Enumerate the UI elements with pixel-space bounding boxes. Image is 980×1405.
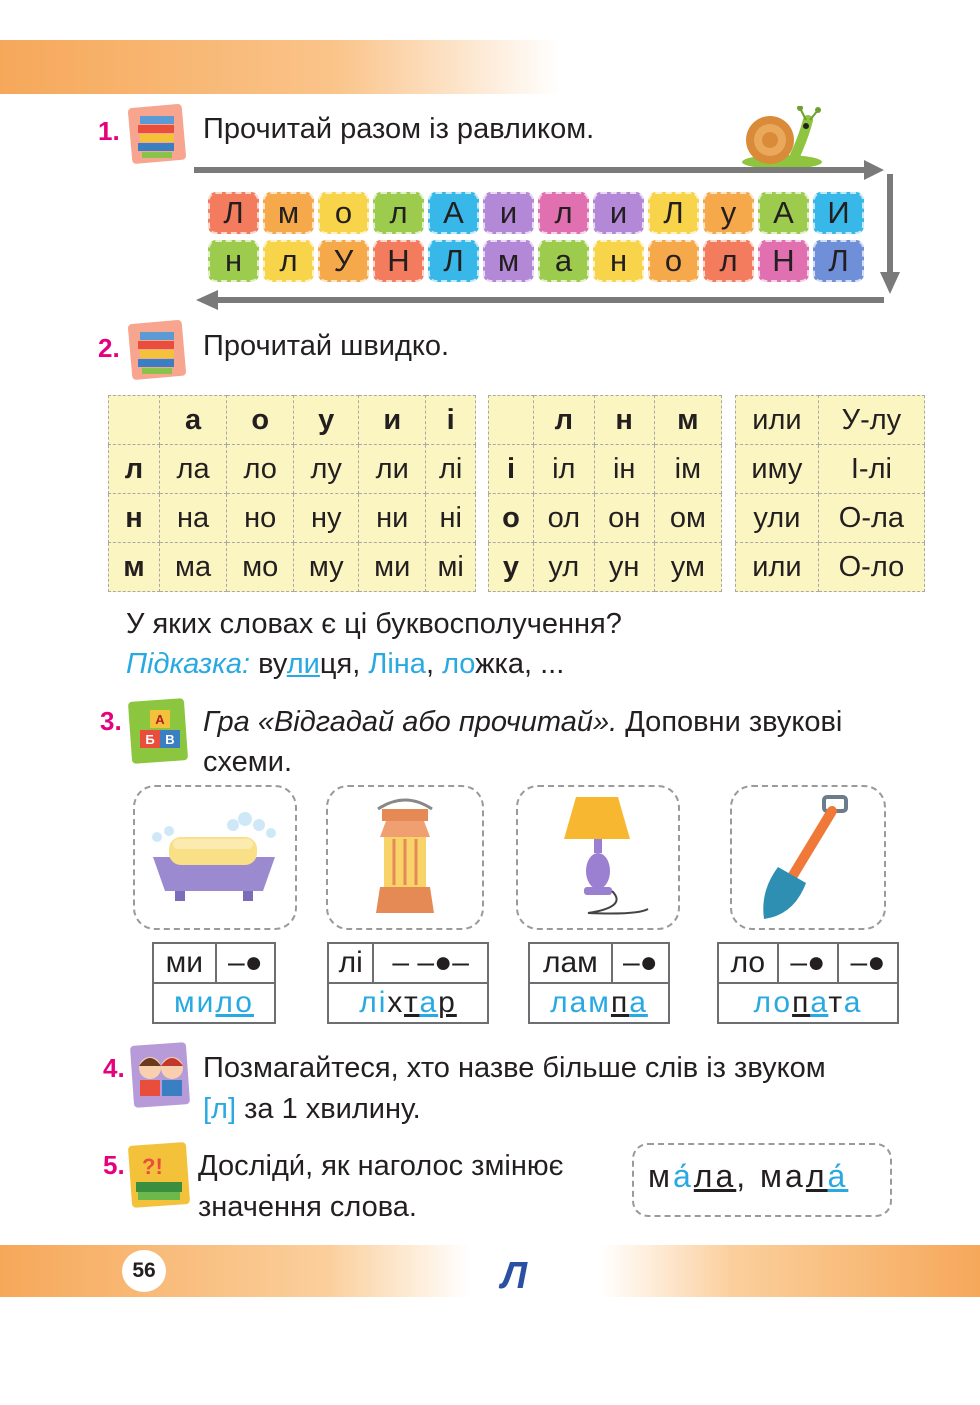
task-5-line-1: Досліди́, як наголос змінює [198, 1150, 564, 1182]
letter-tile: о [318, 192, 369, 234]
word-part: лі [359, 986, 388, 1019]
table-cell: но [227, 494, 294, 543]
task-1-text: Прочитай разом із равликом. [203, 113, 595, 145]
word-part: т [828, 986, 844, 1019]
table-cell: ун [594, 543, 654, 592]
table-row-header: у [489, 543, 534, 592]
table-header-cell: і [426, 396, 476, 445]
task-4-line-1: Позмагайтеся, хто назве більше слів із звуком [203, 1052, 826, 1084]
scheme-syllable-marks: –● [838, 943, 898, 983]
table-header-cell: н [594, 396, 654, 445]
letter-tile: У [318, 240, 369, 282]
table-cell: іл [534, 445, 595, 494]
table-cell: ули [736, 494, 819, 543]
table-cell: ім [654, 445, 721, 494]
task-4-text [203, 1048, 905, 1130]
syllable-table-1 [108, 395, 476, 592]
sound-scheme-4 [717, 942, 899, 1024]
table-cell [489, 396, 534, 445]
accent-vowel: а́ [673, 1158, 694, 1194]
table-cell: лі [426, 445, 476, 494]
word-part: лам [550, 986, 611, 1019]
table-cell: или [736, 543, 819, 592]
word-part: ми [174, 986, 216, 1019]
sound-scheme-3 [528, 942, 670, 1024]
soap-picture [133, 785, 297, 930]
lantern-picture [326, 785, 484, 930]
table-cell: му [294, 543, 359, 592]
word-part: х [387, 986, 405, 1019]
letter-tile: у [703, 192, 754, 234]
hint-word-part: ця [319, 648, 353, 680]
svg-text:А: А [155, 712, 165, 727]
task-3-number: 3. [100, 706, 122, 736]
shovel-picture [730, 785, 886, 930]
task-3-instruction: Доповни звукові [625, 706, 843, 738]
table-cell: ло [227, 445, 294, 494]
question-text: У яких словах є ці буквосполучення? [126, 608, 622, 640]
letter-tile: И [813, 192, 864, 234]
lamp-picture [516, 785, 680, 930]
footer-band-left [0, 1245, 470, 1297]
accent-vowel: а́ [827, 1158, 849, 1194]
scheme-syllable: ми [153, 943, 216, 983]
table-cell: лу [294, 445, 359, 494]
task-5-line-2: значення слова. [198, 1191, 417, 1223]
table-cell: ол [534, 494, 595, 543]
word-part: а [843, 986, 863, 1019]
hint-line [126, 648, 564, 681]
scheme-word [153, 983, 275, 1023]
task-2-number: 2. [98, 333, 120, 363]
letter-tile: Л [208, 192, 259, 234]
word-part-underlined: а [810, 986, 829, 1019]
word-part-underlined: п [792, 986, 811, 1019]
table-header-cell: у [294, 396, 359, 445]
table-cell: ни [359, 494, 426, 543]
table-header-cell: м [654, 396, 721, 445]
scheme-syllable: лі [328, 943, 373, 983]
task-3-title: Гра «Відгадай або прочитай». [203, 706, 618, 738]
table-row-header: о [489, 494, 534, 543]
word-part-underlined: р [438, 986, 457, 1019]
task-4-number: 4. [103, 1053, 125, 1083]
table-cell: І-лі [818, 445, 924, 494]
scheme-syllable-marks: –● [778, 943, 838, 983]
table-cell: ма [160, 543, 227, 592]
table-cell: У-лу [818, 396, 924, 445]
letter-tile: А [428, 192, 479, 234]
table-header-cell: л [534, 396, 595, 445]
table-header-cell: о [227, 396, 294, 445]
table-cell: он [594, 494, 654, 543]
reading-path-arrows [190, 160, 910, 310]
question-book-icon [126, 1140, 192, 1215]
hint-highlight: ли [286, 648, 320, 680]
word-part-underlined: а [419, 986, 439, 1019]
table-cell: на [160, 494, 227, 543]
table-cell: ул [534, 543, 595, 592]
word-part-underlined: п [610, 986, 630, 1019]
table-header-cell: и [359, 396, 426, 445]
scheme-syllable: ло [718, 943, 778, 983]
hint-word-part: жка [475, 648, 524, 680]
letter-tile: о [648, 240, 699, 282]
letter-tile: Н [373, 240, 424, 282]
letter-row-2 [208, 240, 864, 282]
word-part-underlined: л [805, 1158, 828, 1194]
word-part-underlined: ло [215, 986, 254, 1019]
letter-tile: л [703, 240, 754, 282]
table-cell: ні [426, 494, 476, 543]
accent-example [648, 1158, 848, 1195]
table-row-header: н [109, 494, 160, 543]
hint-highlight: ло [442, 648, 476, 680]
letter-tile: А [758, 192, 809, 234]
table-cell: О-ла [818, 494, 924, 543]
hint-comma: , [425, 648, 434, 680]
table-cell: О-ло [818, 543, 924, 592]
table-cell: ом [654, 494, 721, 543]
task-3-text [203, 702, 923, 782]
letter-tile: н [208, 240, 259, 282]
sound-scheme-1 [152, 942, 276, 1024]
sound-scheme-2 [327, 942, 489, 1024]
letter-row-1 [208, 192, 864, 234]
letter-tile: и [593, 192, 644, 234]
table-row-header: і [489, 445, 534, 494]
letter-tile: Л [813, 240, 864, 282]
scheme-syllable-marks: –● [216, 943, 275, 983]
svg-text:Б: Б [145, 732, 155, 747]
letter-tile: Л [428, 240, 479, 282]
word-part-underlined: т [404, 986, 420, 1019]
table-cell: мо [227, 543, 294, 592]
svg-text:?!: ?! [142, 1154, 163, 1179]
letter-tile: Н [758, 240, 809, 282]
letter-tile: м [263, 192, 314, 234]
table-header-cell: а [160, 396, 227, 445]
table-cell: ми [359, 543, 426, 592]
table-cell: ум [654, 543, 721, 592]
svg-text:В: В [165, 732, 175, 747]
word-part-underlined: а [629, 986, 648, 1019]
letter-tile: и [483, 192, 534, 234]
table-row-header: л [109, 445, 160, 494]
task-5-number: 5. [103, 1150, 125, 1180]
table-cell: иму [736, 445, 819, 494]
table-row-header: м [109, 543, 160, 592]
scheme-syllable-marks: –● [612, 943, 669, 983]
table-cell: ли [359, 445, 426, 494]
hint-comma: , [352, 648, 361, 680]
word-part-underlined: ла [693, 1158, 737, 1194]
task-2-text: Прочитай швидко. [203, 330, 450, 362]
hint-word-part: ву [258, 648, 287, 680]
word-part: м [648, 1158, 673, 1194]
scheme-syllable-marks: – –●– [373, 943, 488, 983]
children-icon [128, 1040, 192, 1115]
letter-tile: н [593, 240, 644, 282]
hint-word: Ліна [368, 648, 426, 680]
table-cell: ла [160, 445, 227, 494]
books-icon [126, 102, 190, 173]
letter-tile: а [538, 240, 589, 282]
syllable-table-3 [735, 395, 925, 592]
task-3-instruction-2: схеми. [203, 746, 292, 778]
word-part: ма [760, 1158, 806, 1194]
table-cell: мі [426, 543, 476, 592]
task-1-number: 1. [98, 116, 120, 146]
letter-tile: м [483, 240, 534, 282]
table-cell: ну [294, 494, 359, 543]
scheme-syllable: лам [529, 943, 612, 983]
page-number: 56 [122, 1250, 166, 1292]
sound-label: [л] [203, 1093, 237, 1125]
letter-tile: л [263, 240, 314, 282]
books-icon [126, 318, 190, 389]
abc-blocks-icon [126, 696, 190, 771]
scheme-word [529, 983, 669, 1023]
scheme-word [328, 983, 488, 1023]
table-cell [109, 396, 160, 445]
scheme-word [718, 983, 898, 1023]
task-5-text [198, 1146, 563, 1228]
letter-tile: л [538, 192, 589, 234]
footer-letter: Л [500, 1255, 528, 1297]
hint-label: Підказка: [126, 648, 251, 680]
comma: , [736, 1158, 749, 1194]
task-4-line-2: за 1 хвилину. [244, 1093, 421, 1125]
letter-tile: Л [648, 192, 699, 234]
syllable-table-2 [488, 395, 722, 592]
hint-tail: , ... [523, 648, 565, 680]
footer-band-right [600, 1245, 980, 1297]
table-cell: ін [594, 445, 654, 494]
word-part: ло [753, 986, 793, 1019]
table-cell: или [736, 396, 819, 445]
letter-tile: л [373, 192, 424, 234]
top-header-band [0, 40, 560, 94]
